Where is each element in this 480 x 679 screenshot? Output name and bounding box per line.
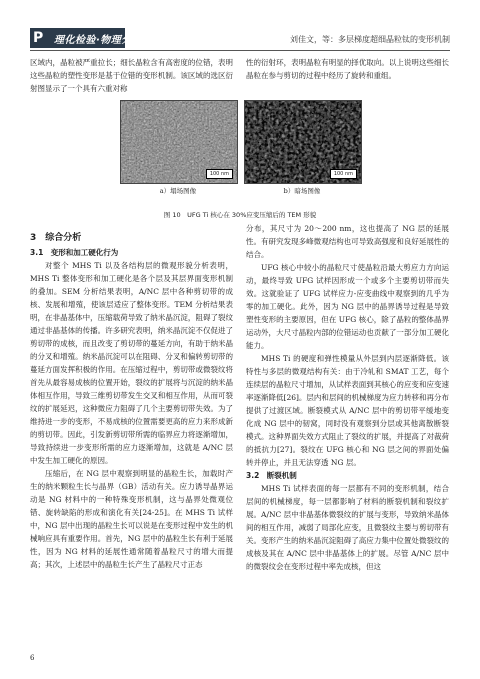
left-column-bottom	[30, 230, 233, 571]
left-column-top	[30, 56, 233, 95]
page-header	[0, 0, 480, 58]
journal-name: 理化检验·物理分册	[54, 35, 143, 46]
scale-bar: 100 nm	[206, 169, 233, 179]
figure-10	[120, 100, 360, 200]
right-column-top	[246, 56, 449, 82]
page-number: 6	[30, 654, 35, 662]
bright-field-image	[120, 100, 238, 184]
paragraph: MHS Ti 的硬度和弹性模量从外层到内层逐渐降低。该特性与多层的微观结构有关：由于冷轧和 SMAT 工艺，每个连续层的晶粒尺寸增加，从试样表面到其核心的应变和应变速率逐渐降低[26]。层内和层间的机械梯度为应力转移和再分布提供了过渡区域。断裂模式从 A/NC 层中的剪切带平缓地变化成 NG 层中的韧窝，同时没有观察到分层或其他离散断裂模式。这种界面失效方式阻止了裂纹的扩展，并提高了对裁荷的抵抗力[27]。裂纹在 UFG 核心和 NG 层之间的界面处偏转并停止，并且无法穿透 NG 层。	[246, 354, 449, 467]
logo-mark: P	[33, 30, 44, 46]
running-title: 刘佳文，等：多层梯度超细晶粒钛的变形机制	[290, 35, 450, 44]
header-rule	[30, 50, 450, 51]
paragraph: UFG 核心中较小的晶粒尺寸使晶粒沿最大剪应力方向运动，最终导致 UFG 试样因形成一个或多个主要剪切带而失效。这就验证了 UFG 试样应力-应变曲线中观察到的几乎为零的加工硬化。此外，因为 NG 层中的晶界诱导过程是导致塑性变形的主要原因，但在 UFG 核心，除了晶粒的整体晶界运动外，大尺寸晶粒内部的位错运动也贡献了一部分加工硬化能力。	[246, 263, 449, 350]
subsection-heading: 3.2 断裂机制	[246, 471, 297, 480]
dark-field-image	[244, 100, 362, 184]
paragraph: 性的衍射环，表明晶粒有明显的择优取向。以上说明这些细长晶粒在参与剪切的过程中经历了旋转和重组。	[246, 58, 449, 80]
paragraph: 区域内，晶粒被严重拉长；细长晶粒含有高密度的位错，表明这些晶粒的塑性变形是基于位错的变形机制。该区域的选区衍射图显示了一个具有六重对称	[30, 58, 233, 93]
paragraph: MHS Ti 试样表面的每一层都有不同的变形机制，结合层间的机械梯度，每一层都影响了材料的断裂机制和裂纹扩展。A/NC 层中非晶基体微裂纹的扩展与变形，导致纳米晶体间的相互作用，减弱了局部化应变，且微裂纹主要与剪切带有关。变形产生的纳米晶沉淀阻碍了高应力集中位置处微裂纹的成核及其在 A/NC 层中非晶基体上的扩展。尽管 A/NC 层中的微裂纹会在变形过程中率先成核，但这	[246, 484, 449, 571]
paragraph: 对整个 MHS Ti 以及各结构层的微观形貌分析表明，MHS Ti 整体变形和加工硬化是各个层及其层界面变形机制的叠加。SEM 分析结果表明，A/NC 层中各种剪切带的成核、发展和增殖，使该层适应了整体变形。TEM 分析结果表明，在非晶基体中，压缩载荷导致了纳米晶沉淀，阻碍了裂纹通过非晶基体的传播。许多研究表明，纳米晶沉淀不仅促进了剪切带的成核，而且改变了剪切带的蔓延方向，有助于纳米晶的分叉和增殖。纳米晶沉淀可以在阻碍、分叉和偏转剪切带的蔓延方面发挥积极的作用。在压缩过程中，剪切带或微裂纹将首先从最容易成核的位置开始，裂纹的扩展将与沉淀的纳米晶体相互作用，导致三维剪切带发生交叉和相互作用，从而可裂纹的扩展延迟，这种微应力阻碍了几个主要剪切带失效。为了维持进一步的变形，不易成核的位置需要更高的应力来形成新的剪切带。因此，引发新剪切带所需的临界应力将逐渐增加，导致持续进一步变形所需的应力逐渐增加，这就是 A/NC 层中发生加工硬化的原因。	[30, 261, 233, 465]
subsection-heading: 3.1 变形和加工硬化行为	[30, 248, 119, 257]
paragraph: 分布，其尺寸为 20～200 nm，这也提高了 NG 层的延展性。有研究发现多峰微观结构也可导致高强度和良好延展性的结合。	[246, 224, 449, 259]
paragraph: 压缩后，在 NG 层中观察到明显的晶粒生长，加载时产生的纳米颗粒生长与晶界（GB）活动有关。应力诱导晶界运动是 NG 材料中的一种特殊变形机制，这与晶界处微观位错、旋转缺陷的形成和演化有关[24-25]。在 MHS Ti 试样中，NG 层中出现的晶粒生长可以说是在变形过程中发生的机械响应具有重要作用。首先，NG 层中的晶粒生长有利于延展性，因为 NG 材料的延展性通常随着晶粒尺寸的增大而提高；其次，上述层中的晶粒生长产生了晶粒尺寸正态	[30, 469, 233, 569]
scale-bar: 100 nm	[330, 169, 357, 179]
right-column-bottom	[246, 222, 449, 573]
subcaption-b: b）暗场图像	[283, 187, 321, 195]
section-heading: 3 综合分析	[30, 233, 82, 243]
figure-caption: 图 10 UFG Ti 核心在 30%应变压缩后的 TEM 形貌	[163, 211, 317, 219]
subcaption-a: a）塌场图像	[159, 187, 197, 195]
